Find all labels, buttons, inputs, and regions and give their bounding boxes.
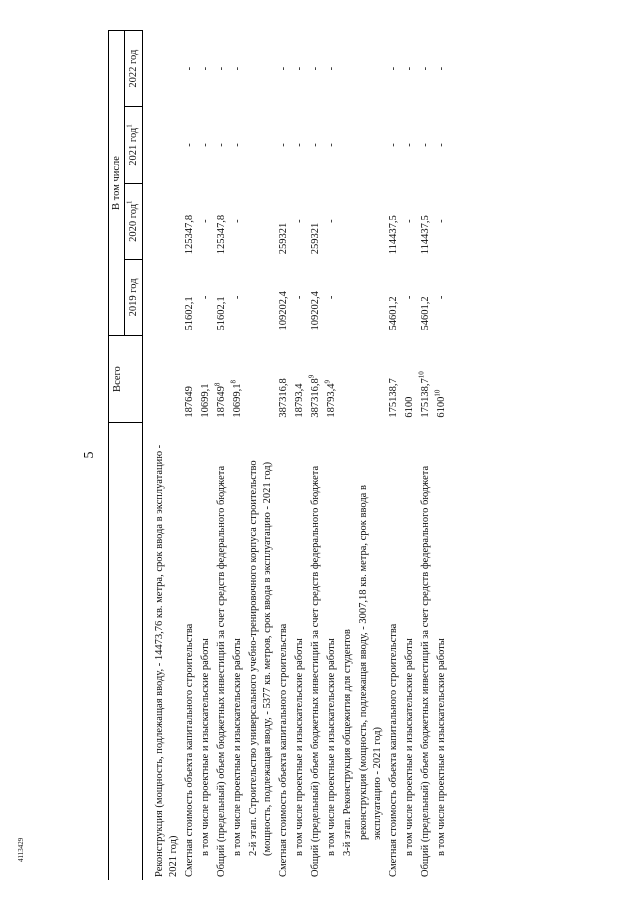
value-2020: - [436, 219, 447, 223]
row-label: в том числе проектные и изыскательские работы [232, 638, 243, 856]
row-label: Сметная стоимость объекта капитального строительства [388, 623, 399, 877]
header-year-2020-mark: 1 [125, 200, 134, 204]
value-2019 [356, 259, 386, 335]
table-row [418, 31, 434, 881]
header-year-2020-label: 2020 год [128, 203, 139, 242]
footnote-mark: 9 [323, 379, 332, 384]
header-total: Всего [109, 336, 143, 423]
value-2022: - [200, 66, 211, 71]
rotated-page [72, 30, 612, 880]
value-2019: 109202,4 [278, 291, 289, 331]
value-2019: 109202,4 [310, 291, 321, 331]
value-2019: - [404, 295, 415, 300]
total-value: 387316,8 [278, 378, 289, 418]
value-2020: - [404, 219, 415, 223]
value-2021: - [388, 143, 399, 147]
value-2020: 125347,8 [184, 214, 195, 255]
row-label: Сметная стоимость объекта капитального строительства [184, 623, 195, 877]
document-id: 4113429 [17, 837, 25, 862]
table-row [214, 31, 230, 881]
value-2021: - [420, 143, 431, 147]
total-cell [402, 336, 418, 423]
row-label: в том числе проектные и изыскательские работы [326, 638, 337, 856]
table-row [230, 31, 246, 881]
value-2019: - [200, 295, 211, 300]
header-year-2021-label: 2021 год [128, 127, 139, 166]
total-cell [230, 336, 246, 423]
value-2020: 259321 [278, 222, 289, 255]
total-cell [214, 336, 230, 423]
value-2022: - [310, 66, 321, 71]
value-2022: - [216, 66, 227, 71]
total-cell [143, 336, 183, 423]
footnote-mark: 8 [213, 382, 222, 387]
total-cell [434, 336, 450, 423]
row-label: Сметная стоимость объекта капитального строительства [278, 623, 289, 877]
row-label: в том числе проектные и изыскательские работы [436, 638, 447, 856]
value-2020: - [326, 219, 337, 223]
value-2019 [246, 259, 276, 335]
total-cell [198, 336, 214, 423]
value-2021: - [278, 143, 289, 147]
header-label-cell [109, 423, 143, 880]
value-2022: - [326, 66, 337, 71]
value-2022 [143, 31, 183, 107]
total-cell [324, 336, 340, 423]
value-2019: 54601,2 [388, 296, 399, 331]
value-2019 [340, 259, 356, 335]
value-2020 [143, 183, 183, 259]
total-value: 175138,7 [420, 378, 431, 418]
value-2021 [340, 107, 356, 183]
header-year-2020 [125, 183, 143, 259]
value-2022: - [278, 66, 289, 71]
value-2020: - [200, 219, 211, 223]
value-2022: - [436, 66, 447, 71]
value-2019: - [436, 295, 447, 300]
table-row [402, 31, 418, 881]
total-cell [340, 336, 356, 423]
table-row [292, 31, 308, 881]
value-2022: - [294, 66, 305, 71]
value-2022: - [388, 66, 399, 71]
value-2021: - [310, 143, 321, 147]
value-2021: - [184, 143, 195, 147]
total-value: 6100 [404, 396, 415, 418]
value-2020: 114437,5 [420, 215, 431, 255]
value-2019: - [326, 295, 337, 300]
row-label: в том числе проектные и изыскательские работы [200, 638, 211, 856]
total-value: 10699,1 [200, 383, 211, 418]
total-value: 10699,1 [232, 383, 243, 418]
value-2021: - [294, 143, 305, 147]
row-label: Общий (предельный) объем бюджетных инвестиций за счет средств федерального бюджета [310, 465, 321, 877]
row-label: Общий (предельный) объем бюджетных инвестиций за счет средств федерального бюджета [216, 465, 227, 877]
page-number: 5 [82, 451, 97, 459]
value-2019 [143, 259, 183, 335]
value-2019: 51602,1 [184, 296, 195, 331]
footnote-mark: 8 [229, 379, 238, 384]
value-2020 [340, 183, 356, 259]
header-row-1 [109, 31, 125, 881]
table-row [434, 31, 450, 881]
value-2019: 51602,1 [216, 296, 227, 331]
value-2021: - [200, 143, 211, 147]
value-2021 [246, 107, 276, 183]
value-2021 [143, 107, 183, 183]
header-year-2022: 2022 год [125, 31, 143, 107]
table-row [324, 31, 340, 881]
row-label: Общий (предельный) объем бюджетных инвестиций за счет средств федерального бюджета [420, 465, 431, 877]
table-row [386, 31, 402, 881]
total-cell [276, 336, 292, 423]
value-2020: 114437,5 [388, 215, 399, 255]
value-2019: - [294, 295, 305, 300]
total-cell [292, 336, 308, 423]
footnote-mark: 10 [433, 389, 442, 397]
row-label: в том числе проектные и изыскательские работы [404, 638, 415, 856]
total-value: 187649 [184, 386, 195, 418]
value-2020: 125347,8 [216, 214, 227, 255]
table-row [276, 31, 292, 881]
value-2022 [356, 31, 386, 107]
table-body [143, 31, 451, 881]
row-label: Реконструкция (мощность, подлежащая вводу, - 14473,76 кв. метра, срок ввода в эксплуатацию - 2021 год) [154, 444, 179, 877]
header-year-2019: 2019 год [125, 259, 143, 335]
total-cell [246, 336, 276, 423]
row-label: реконструкция (мощность, подлежащая вводу, - 3007,18 кв. метра, срок ввода в эксплуатацию - 2021 год) [358, 485, 383, 840]
row-label: в том числе проектные и изыскательские работы [294, 638, 305, 856]
value-2022: - [404, 66, 415, 71]
investment-table [108, 30, 450, 880]
value-2021: - [436, 143, 447, 147]
total-cell [418, 336, 434, 423]
value-2020: - [294, 219, 305, 223]
value-2021 [356, 107, 386, 183]
value-2021: - [404, 143, 415, 147]
value-2020 [246, 183, 276, 259]
total-cell [356, 336, 386, 423]
value-2020: 259321 [310, 222, 321, 255]
header-including: В том числе [109, 31, 125, 336]
header-year-2021 [125, 107, 143, 183]
total-value: 175138,7 [388, 378, 399, 418]
total-cell [182, 336, 198, 423]
table-row [340, 31, 356, 881]
total-value: 6100 [436, 396, 447, 418]
value-2019: - [232, 295, 243, 300]
value-2019: 54601,2 [420, 296, 431, 331]
value-2020 [356, 183, 386, 259]
value-2020: - [232, 219, 243, 223]
footnote-mark: 9 [307, 374, 316, 379]
total-value: 18793,4 [294, 383, 305, 418]
value-2021: - [216, 143, 227, 147]
value-2022: - [420, 66, 431, 71]
row-label: 2-й этап. Строительство универсального учебно-тренировочного корпуса строительство (мощность, подлежащая вводу, - 5377 кв. метров, срок ввода в эксплуатацию - 2021 год) [248, 460, 273, 856]
total-cell [386, 336, 402, 423]
total-value: 387316,8 [310, 378, 321, 418]
total-value: 18793,4 [326, 383, 337, 418]
table-row [246, 31, 276, 881]
value-2022: - [232, 66, 243, 71]
value-2022 [340, 31, 356, 107]
header-year-2021-mark: 1 [125, 124, 134, 128]
footnote-mark: 10 [417, 371, 426, 379]
table-row [198, 31, 214, 881]
row-label: 3-й этап. Реконструкция общежития для студентов [342, 629, 353, 856]
value-2021: - [232, 143, 243, 147]
value-2021: - [326, 143, 337, 147]
table-row [182, 31, 198, 881]
table-row [143, 31, 183, 881]
table-row [308, 31, 324, 881]
total-cell [308, 336, 324, 423]
total-value: 187649 [216, 386, 227, 418]
value-2022: - [184, 66, 195, 71]
table-row [356, 31, 386, 881]
value-2022 [246, 31, 276, 107]
